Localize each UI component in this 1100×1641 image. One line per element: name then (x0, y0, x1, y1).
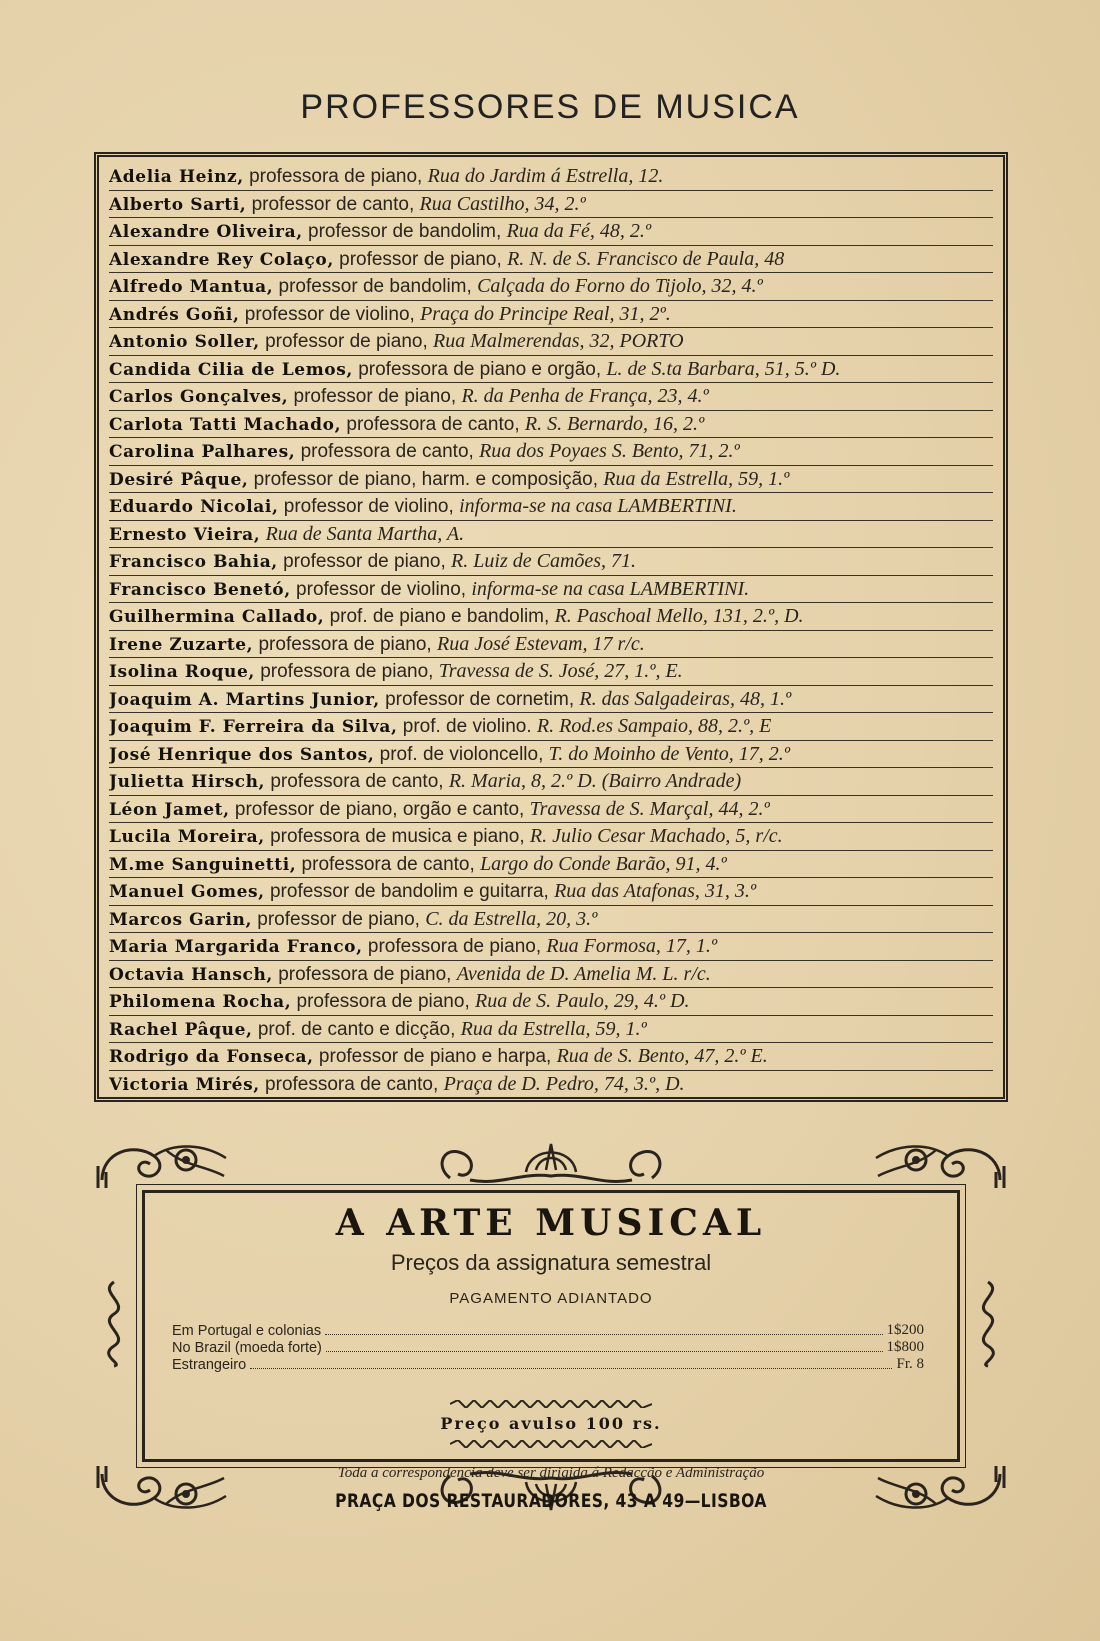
dot-leader (325, 1334, 882, 1335)
teacher-entry (109, 933, 993, 961)
teacher-entry (109, 383, 993, 411)
teacher-name: Joaquim F. Ferreira da Silva, (109, 717, 398, 737)
subscription-subtitle: Preços da assignatura semestral (390, 1250, 712, 1275)
teacher-description: professor de bandolim, (302, 221, 507, 242)
teacher-description: prof. de canto e dicção, (252, 1018, 461, 1040)
teacher-address: Rua de Santa Martha, A. (265, 522, 465, 545)
ornament-top-left-icon (94, 1136, 234, 1188)
teacher-address: R. Paschoal Mello, 131, 2.º, D. (554, 605, 804, 627)
payment-note: PAGAMENTO ADIANTADO (449, 1290, 653, 1307)
teacher-description: professor de piano, (277, 551, 452, 572)
teacher-name: Octavia Hansch, (109, 964, 273, 985)
teacher-name: Victoria Mirés, (109, 1074, 260, 1095)
teacher-name: Francisco Bahia, (109, 552, 278, 572)
teacher-description: professora de piano, (362, 936, 547, 957)
teacher-address: L. de S.ta Barbara, 51, 5.º D. (606, 357, 841, 380)
teacher-address: Rua de S. Paulo, 29, 4.º D. (475, 990, 690, 1012)
teacher-entry (109, 988, 993, 1016)
teacher-description: professora de canto, (259, 1073, 444, 1095)
teacher-address: informa-se na casa LAMBERTINI. (471, 577, 750, 600)
teacher-description: professora de piano, (291, 991, 476, 1012)
teacher-entry (109, 246, 993, 274)
teacher-entry (109, 356, 993, 384)
teacher-entry (109, 823, 993, 851)
teacher-description: professora de piano e orgão, (352, 358, 607, 380)
page-title: PROFESSORES DE MUSICA (300, 88, 800, 126)
teacher-entry (109, 191, 993, 219)
teacher-entry (109, 163, 993, 191)
teacher-entry (109, 576, 993, 604)
teacher-address: Travessa de S. José, 27, 1.º, E. (438, 660, 683, 682)
teacher-description: professor de piano, orgão e canto, (229, 798, 530, 820)
teacher-address: Rua Castilho, 34, 2.º (419, 192, 586, 215)
teacher-name: M.me Sanguinetti, (109, 854, 297, 875)
teacher-description: professor de bandolim, (273, 276, 478, 297)
teacher-description: professor de bandolim e guitarra, (264, 881, 555, 902)
price-label: Em Portugal e colonias (172, 1323, 322, 1339)
teacher-address: Praça de D. Pedro, 74, 3.º, D. (443, 1072, 685, 1095)
teacher-entry (109, 438, 993, 466)
teacher-address: R. das Salgadeiras, 48, 1.º (579, 687, 792, 710)
teacher-entry (109, 1016, 993, 1044)
teacher-name: Carlos Gonçalves, (109, 387, 289, 407)
teacher-description: professor de canto, (246, 193, 420, 215)
teacher-entry (109, 548, 993, 576)
teacher-description: professora de piano, (272, 963, 457, 985)
teacher-address: R. da Penha de França, 23, 4.º (461, 385, 709, 407)
teacher-description: professora de piano, (243, 166, 428, 187)
teacher-address: Rua do Jardim á Estrella, 12. (427, 165, 664, 187)
teacher-address: Rua dos Poyaes S. Bento, 71, 2.º (479, 440, 740, 462)
price-value: 1$200 (886, 1322, 924, 1338)
teacher-name: Carolina Palhares, (109, 442, 296, 462)
teacher-name: José Henrique dos Santos, (109, 744, 375, 765)
price-label: No Brazil (moeda forte) (172, 1340, 322, 1356)
teacher-address: Rua da Estrella, 59, 1.º (603, 467, 790, 490)
teacher-entry (109, 1043, 993, 1071)
teacher-name: Carlota Tatti Machado, (109, 414, 342, 435)
teacher-entry (109, 878, 993, 906)
teacher-name: Antonio Soller, (109, 332, 260, 352)
price-row (172, 1339, 924, 1356)
teacher-description: professor de piano, (259, 331, 434, 352)
teacher-address: Rua das Atafonas, 31, 3.º (554, 880, 757, 902)
price-value: Fr. 8 (896, 1356, 924, 1372)
teacher-address: C. da Estrella, 20, 3.º (425, 907, 598, 930)
teacher-name: Alberto Sarti, (109, 194, 247, 215)
teacher-description: professor de violino, (239, 303, 421, 325)
teacher-address: informa-se na casa LAMBERTINI. (459, 495, 737, 517)
teacher-entry (109, 686, 993, 714)
ornament-top-center-icon (430, 1136, 672, 1188)
price-value: 1$800 (886, 1339, 924, 1355)
journal-title: A ARTE MUSICAL (335, 1202, 767, 1244)
teacher-name: Alexandre Rey Colaço, (109, 249, 334, 270)
teacher-entry (109, 493, 993, 521)
teacher-name: Alexandre Oliveira, (109, 222, 303, 242)
teacher-address: R. Julio Cesar Machado, 5, r/c. (529, 825, 783, 847)
teacher-description: professora de canto, (341, 413, 525, 435)
teacher-address: Praça do Principe Real, 31, 2º. (420, 302, 671, 325)
teacher-entry (109, 631, 993, 659)
teacher-name: Philomena Rocha, (109, 992, 292, 1012)
teacher-name: Maria Margarida Franco, (109, 937, 363, 957)
teacher-address: Rua de S. Bento, 47, 2.º E. (556, 1045, 768, 1067)
teacher-name: Desiré Pâque, (109, 469, 249, 490)
teacher-name: Rachel Pâque, (109, 1019, 253, 1040)
teacher-address: T. do Moinho de Vento, 17, 2.º (548, 742, 791, 765)
teacher-entry (109, 301, 993, 329)
teacher-name: Julietta Hirsch, (109, 772, 266, 792)
teacher-address: R. Rod.es Sampaio, 88, 2.º, E (536, 715, 772, 737)
teacher-name: Léon Jamet, (109, 799, 230, 820)
teacher-address: Travessa de S. Marçal, 44, 2.º (529, 797, 770, 820)
teacher-description: professora de canto, (265, 771, 449, 792)
teacher-address: Rua da Fé, 48, 2.º (506, 220, 652, 242)
teacher-address: Rua Malmerendas, 32, PORTO (433, 330, 684, 352)
teacher-entry (109, 328, 993, 356)
teacher-entry (109, 961, 993, 989)
teacher-description: professor de cornetim, (379, 688, 580, 710)
teacher-description: professor de piano e harpa, (313, 1046, 557, 1067)
teacher-description: prof. de violoncello, (374, 743, 549, 765)
ornament-top-right-icon (868, 1136, 1008, 1188)
teacher-address: Rua da Estrella, 59, 1.º (460, 1017, 647, 1040)
teacher-name: Isolina Roque, (109, 662, 255, 682)
teacher-description: professora de canto, (296, 853, 481, 875)
teacher-directory (94, 152, 1008, 1102)
dot-leader (326, 1351, 883, 1352)
teacher-entry (109, 1071, 993, 1098)
teacher-description: professor de violino, (278, 496, 460, 517)
teacher-name: Eduardo Nicolai, (109, 497, 279, 517)
teacher-name: Guilhermina Callado, (109, 607, 325, 627)
teacher-description: professor de violino, (290, 578, 472, 600)
teacher-address: Calçada do Forno do Tijolo, 32, 4.º (477, 275, 763, 297)
teacher-name: Manuel Gomes, (109, 882, 265, 902)
teacher-name: Adelia Heinz, (109, 167, 244, 187)
teacher-entry (109, 218, 993, 246)
teacher-name: Francisco Benetó, (109, 579, 291, 600)
teacher-description: professor de piano, (252, 908, 426, 930)
teacher-address: R. Luiz de Camões, 71. (451, 550, 637, 572)
teacher-entry (109, 741, 993, 769)
teacher-name: Rodrigo da Fonseca, (109, 1047, 314, 1067)
teacher-name: Alfredo Mantua, (109, 277, 274, 297)
teacher-entry (109, 466, 993, 494)
correspondence-note: Toda a correspondencia deve ser dirigida á Redacção e Administração (337, 1465, 765, 1481)
teacher-entry (109, 713, 993, 741)
zigzag-rule-bottom-icon (450, 1440, 652, 1448)
price-label: Estrangeiro (172, 1357, 247, 1373)
teacher-address: Rua José Estevam, 17 r/c. (437, 632, 645, 655)
teacher-name: Candida Cilia de Lemos, (109, 359, 353, 380)
teacher-name: Lucila Moreira, (109, 827, 265, 847)
price-row (172, 1356, 924, 1373)
teacher-address: R. Maria, 8, 2.º D. (Bairro Andrade) (448, 770, 742, 792)
teacher-description: professor de piano, (333, 248, 508, 270)
office-address: PRAÇA DOS RESTAURADORES, 43 A 49—LISBOA (335, 1490, 767, 1512)
teacher-entry (109, 851, 993, 879)
teacher-description: professor de piano, (288, 386, 462, 407)
dot-leader (250, 1368, 892, 1369)
subscription-box (94, 1128, 1008, 1523)
teacher-entry (109, 658, 993, 686)
single-issue-price: Preço avulso 100 rs. (440, 1414, 662, 1433)
teacher-description: prof. de piano e bandolim, (324, 606, 555, 627)
teacher-entry (109, 521, 993, 549)
teacher-address: R. S. Bernardo, 16, 2.º (524, 412, 705, 435)
price-row (172, 1322, 924, 1339)
teacher-entry (109, 273, 993, 301)
zigzag-rule-top-icon (450, 1400, 652, 1408)
teacher-entry (109, 768, 993, 796)
teacher-entry (109, 603, 993, 631)
teacher-name: Irene Zuzarte, (109, 634, 254, 655)
teacher-description: professora de canto, (295, 441, 480, 462)
teacher-name: Andrés Goñi, (109, 304, 240, 325)
teacher-description: professora de musica e piano, (264, 826, 530, 847)
teacher-name: Joaquim A. Martins Junior, (109, 689, 380, 710)
teacher-description: prof. de violino. (397, 716, 537, 737)
teacher-description: professora de piano, (253, 633, 437, 655)
teacher-description: professor de piano, harm. e composição, (248, 468, 604, 490)
teacher-address: Avenida de D. Amelia M. L. r/c. (456, 962, 711, 985)
teacher-entry (109, 411, 993, 439)
teacher-address: R. N. de S. Francisco de Paula, 48 (507, 247, 785, 270)
teacher-entry (109, 906, 993, 934)
teacher-address: Largo do Conde Barão, 91, 4.º (480, 852, 727, 875)
teacher-entry (109, 796, 993, 824)
teacher-address: Rua Formosa, 17, 1.º (546, 935, 718, 957)
teacher-name: Ernesto Vieira, (109, 524, 261, 545)
teacher-description: professora de piano, (254, 661, 439, 682)
teacher-name: Marcos Garin, (109, 909, 252, 930)
